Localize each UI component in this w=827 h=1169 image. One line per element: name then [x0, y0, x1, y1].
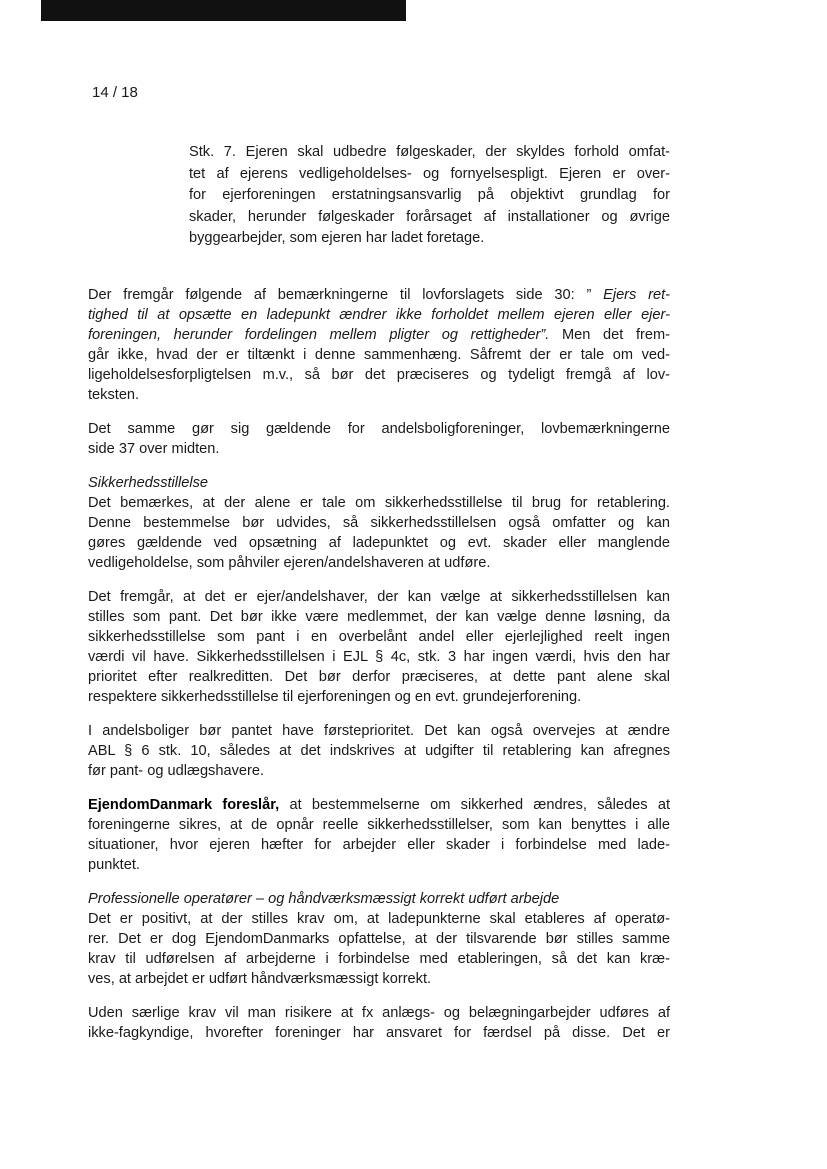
bold-text: EjendomDanmark foreslår, [88, 796, 280, 813]
text-line [189, 185, 670, 207]
text: teksten. [88, 386, 140, 403]
text-line [88, 647, 670, 667]
text-line [189, 228, 670, 250]
text: respektere sikkerhedsstillelse til ejerforeningen og en evt. grundejerforening. [88, 688, 582, 705]
paragraph-uden [88, 1003, 670, 1043]
paragraph-sikkerhed [88, 473, 670, 573]
text-line [88, 419, 670, 439]
text: skader, herunder følgeskader forårsaget af installationer og øvrige [189, 208, 670, 225]
text-line [88, 587, 670, 607]
text-line [88, 835, 670, 855]
text: ABL § 6 stk. 10, således at det indskrives at udgifter til retablering kan afregnes [88, 742, 670, 759]
text: værdi vil have. Sikkerhedsstillelsen i EJL § 4c, stk. 3 har ingen værdi, hvis den har [88, 648, 670, 665]
text-line [88, 365, 670, 385]
paragraph-forslag [88, 795, 670, 875]
text-line [88, 325, 670, 345]
text: ves, at arbejdet er udført håndværksmæssigt korrekt. [88, 970, 432, 987]
italic-text: Ejers ret- [603, 286, 670, 303]
italic-text: tighed til at opsætte en ladepunkt ændrer ikke forholdet mellem ejeren eller ejer- [88, 306, 670, 323]
text: Stk. 7. Ejeren skal udbedre følgeskader, der skyldes forhold omfat- [189, 144, 670, 160]
text-line [88, 607, 670, 627]
text: byggearbejder, som ejeren har ladet foretage. [189, 230, 485, 246]
text: at bestemmelserne om sikkerhed ændres, således at [279, 796, 670, 813]
text: I andelsboliger bør pantet have førsteprioritet. Det kan også overvejes at ændre [88, 722, 670, 739]
text: foreningerne sikres, at de opnår reelle sikkerhedsstillelser, som kan benyttes i alle [88, 816, 670, 833]
text: for ejerforeningen erstatningsansvarlig på objektivt grundlag for [189, 187, 670, 203]
text: krav til udførelsen af arbejderne i forbindelse med etableringen, så det kan kræ- [88, 950, 670, 967]
text-line [189, 207, 670, 229]
text: situationer, hvor ejeren hæfter for arbejder eller skader i forbindelse med lade- [88, 836, 670, 853]
text: Denne bestemmelse bør udvides, så sikkerhedsstillelsen også omfatter og kan [88, 514, 670, 531]
text: går ikke, hvad der er tiltænkt i denne sammenhæng. Såfremt der er tale om ved- [88, 346, 670, 363]
text: sikkerhedsstillelse som pant i en overbelånt andel eller ejerlejlighed reelt ingen [88, 628, 670, 645]
text: rer. Det er dog EjendomDanmarks opfattelse, at der tilsvarende bør stilles samme [88, 930, 670, 947]
text-line [88, 1023, 670, 1043]
text-line [189, 142, 670, 164]
text-line [88, 627, 670, 647]
text-line [88, 1003, 670, 1023]
text: Det fremgår, at det er ejer/andelshaver, der kan vælge at sikkerhedsstillelsen kan [88, 588, 670, 605]
italic-text: Professionelle operatører – og håndværksmæssigt korrekt udført arbejde [88, 890, 560, 907]
text-line [88, 889, 670, 909]
text-line [88, 687, 670, 707]
text-line [88, 553, 670, 573]
text: side 37 over midten. [88, 440, 220, 457]
text: før pant- og udlægshavere. [88, 762, 265, 779]
text-line [88, 795, 670, 815]
text-line [88, 285, 670, 305]
text: stilles som pant. Det bør ikke være medlemmet, der kan vælge denne løsning, da [88, 608, 670, 625]
text: Uden særlige krav vil man risikere at fx anlægs- og belægningarbejder udføres af [88, 1004, 670, 1021]
text-line [88, 493, 670, 513]
paragraph-operatoerer [88, 889, 670, 989]
text: Det samme gør sig gældende for andelsboligforeninger, lovbemærkningerne [88, 420, 670, 437]
paragraph-prioritet [88, 721, 670, 781]
redaction-bar [41, 0, 406, 21]
text: gøres gældende ved opsætning af ladepunktet og evt. skader eller manglende [88, 534, 670, 551]
text-line [88, 741, 670, 761]
text: punktet. [88, 856, 140, 873]
text: vedligeholdelse, som påhviler ejeren/andelshaveren at udføre. [88, 554, 491, 571]
document-body [88, 142, 670, 1043]
paragraph-pant [88, 587, 670, 707]
text-line [189, 164, 670, 186]
text-line [88, 667, 670, 687]
text-line [88, 855, 670, 875]
text-line [88, 761, 670, 781]
text: prioritet efter realkreditten. Det bør derfor præciseres, at dette pant alene skal [88, 668, 670, 685]
text-line [88, 473, 670, 493]
text-line [88, 385, 670, 405]
text-line [88, 513, 670, 533]
text-line [88, 909, 670, 929]
text: Der fremgår følgende af bemærkningerne til lovforslagets side 30: ” [88, 286, 604, 303]
text: ligeholdelsesforpligtelsen m.v., så bør det præciseres og tydeligt fremgå af lov- [88, 366, 670, 383]
page-indicator: 14 / 18 [92, 84, 138, 101]
text: tet af ejerens vedligeholdelses- og fornyelsespligt. Ejeren er over- [189, 165, 670, 182]
paragraph-andelsbolig [88, 419, 670, 459]
text-line [88, 533, 670, 553]
text-line [88, 815, 670, 835]
text-line [88, 929, 670, 949]
paragraph-stk7 [189, 142, 670, 250]
text-line [88, 721, 670, 741]
text-line [88, 969, 670, 989]
italic-text: Sikkerhedsstillelse [88, 474, 209, 491]
text: Det bemærkes, at der alene er tale om sikkerhedsstillelse til brug for retablering. [88, 494, 670, 511]
text-line [88, 305, 670, 325]
text: Det er positivt, at der stilles krav om, at ladepunkterne skal etableres af operatø- [88, 910, 670, 927]
text-line [88, 949, 670, 969]
text: ikke-fagkyndige, hvorefter foreninger har ansvaret for færdsel på disse. Det er [88, 1024, 670, 1041]
italic-text: foreningen, herunder fordelingen mellem pligter og rettigheder”. [88, 326, 550, 343]
text-line [88, 439, 670, 459]
paragraph-bemaerkninger [88, 285, 670, 405]
text: Men det frem- [549, 326, 670, 343]
text-line [88, 345, 670, 365]
